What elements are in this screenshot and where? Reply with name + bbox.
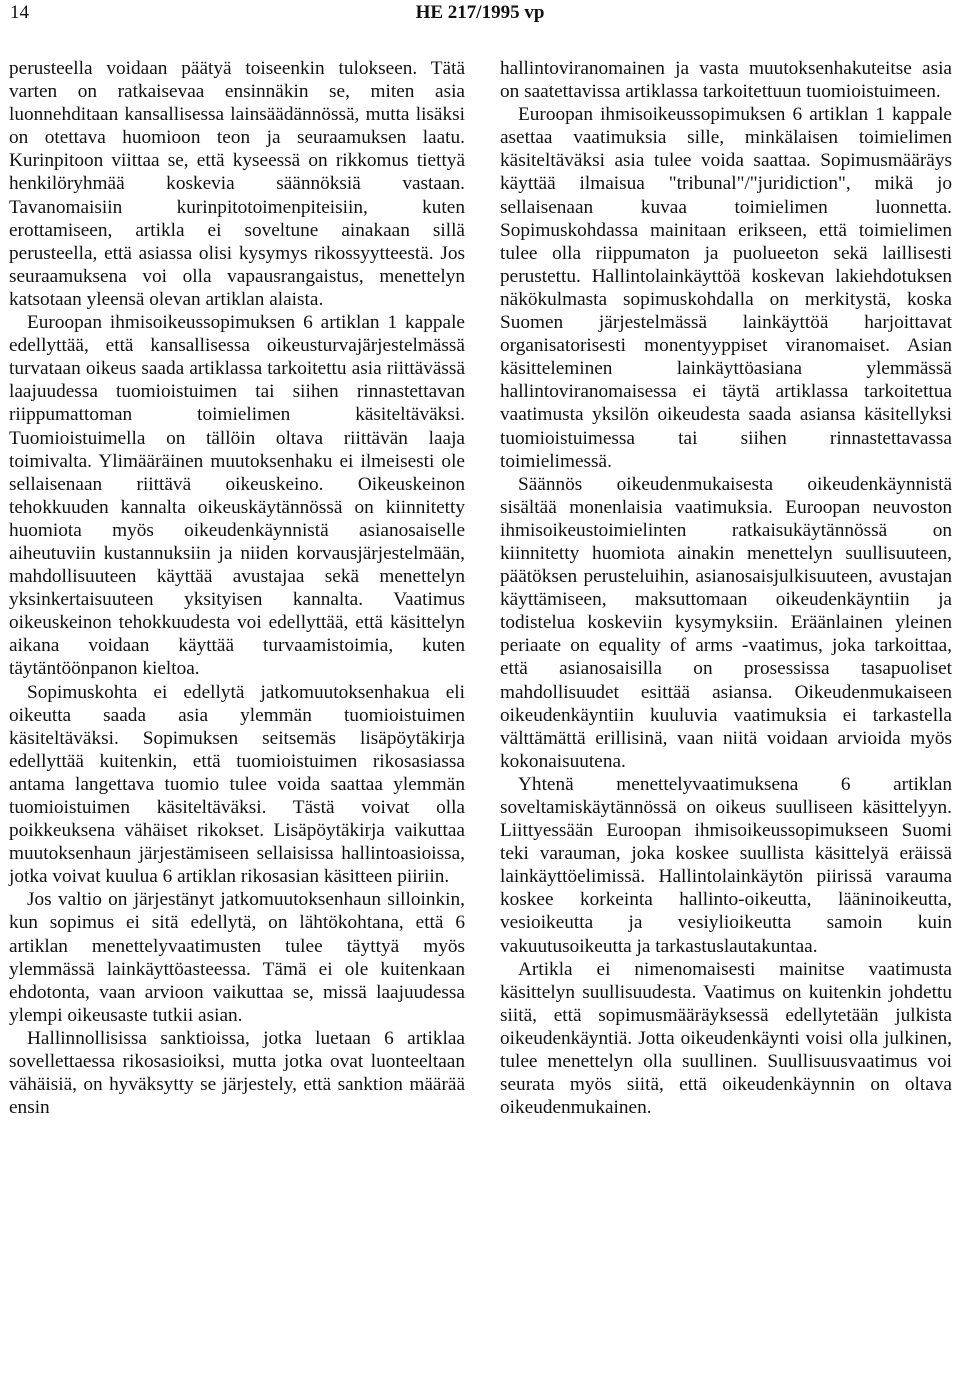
paragraph: Yhtenä menettelyvaatimuksena 6 artiklan soveltamiskäytännössä on oikeus suulliseen käsittelyyn. Liittyessään Euroopan ihmisoikeussopimukseen Suomi teki varauman, joka koskee suullista käsittelyä eräissä lainkäyttöelimissä. Hallintolainkäytön piirissä varauma koskee korkeinta hallinto-oikeutta, lääninoikeutta, vesioikeutta ja vesiylioikeutta samoin kuin vakuutusoikeutta ja tarkastuslautakuntaa.	[500, 773, 952, 957]
paragraph: hallintoviranomainen ja vasta muutoksenhakuteitse asia on saatettavissa artiklassa tarkoitettuun tuomioistuimeen.	[500, 58, 952, 103]
paragraph: Sopimuskohta ei edellytä jatkomuutoksenhakua eli oikeutta saada asia ylemmän tuomioistuimen käsiteltäväksi. Sopimuksen seitsemäs lisäpöytäkirja edellyttää kuitenkin, että tuomioistuimen rikosasiassa antama langettava tuomio tulee voida saattaa ylemmän tuomioistuimen käsiteltäväksi. Tästä voivat olla poikkeuksena vähäiset rikokset. Lisäpöytäkirja vaikuttaa muutoksenhaun järjestämiseen sellaisissa hallintoasioissa, jotka voivat kuulua 6 artiklan rikosasian käsitteen piiriin.	[9, 681, 465, 888]
paragraph: Artikla ei nimenomaisesti mainitse vaatimusta käsittelyn suullisuudesta. Vaatimus on kuitenkin johdettu siitä, että sopimusmääräyksessä edellytetään julkista oikeudenkäyntiä. Jotta oikeudenkäynti voisi olla julkinen, tulee menettelyn olla suullinen. Suullisuusvaatimus voi seurata myös siitä, että oikeudenkäynnin on oltava oikeudenmukainen.	[500, 958, 952, 1119]
document-id: HE 217/1995 vp	[415, 2, 545, 23]
paragraph: perusteella voidaan päätyä toiseenkin tulokseen. Tätä varten on ratkaisevaa ensinnäkin se, miten asia luonnehditaan kansallisessa lainsäädännössä, mutta lisäksi on otettava huomioon teon ja seuraamuksen laatu. Kurinpitoon viittaa se, että kyseessä on rikkomus tiettyä henkilöryhmää koskevia säännöksiä vastaan. Tavanomaisiin kurinpitotoimenpiteisiin, kuten erottamiseen, artikla ei soveltune ainakaan sillä perusteella, että asiassa olisi kysymys rikossyytteestä. Jos seuraamuksena voi olla vapausrangaistus, menettelyn katsotaan yleensä olevan artiklan alaista.	[9, 58, 465, 310]
paragraph: Euroopan ihmisoikeussopimuksen 6 artiklan 1 kappale edellyttää, että kansallisessa oikeusturvajärjestelmässä turvataan oikeus saada artiklassa tarkoitettu asia riittävässä laajuudessa tuomioistuimen tai siihen rinnastettavan riippumattoman toimielimen käsiteltäväksi. Tuomioistuimella on tällöin oltava riittävän laaja toimivalta. Ylimääräinen muutoksenhaku ei ilmeisesti ole sellaisenaan riittävä oikeuskeino. Oikeuskeinon tehokkuuden kannalta oikeuskäytännössä on kiinnitetty huomiota myös oikeudenkäynnistä asianosaiselle aiheutuviin kustannuksiin ja niiden korvausjärjestelmään, mahdollisuuteen käyttää avustajaa sekä menettelyn yksinkertaisuuteen yksityisen kannalta. Vaatimus oikeuskeinon tehokkuudesta voi edellyttää, että käsittelyn aikana voidaan käyttää turvaamistoimia, kuten täytäntöönpanon kieltoa.	[9, 312, 465, 680]
paragraph: Euroopan ihmisoikeussopimuksen 6 artiklan 1 kappale asettaa vaatimuksia sille, minkälaisen toimielimen käsiteltäväksi asia tulee voida saattaa. Sopimusmääräys käyttää ilmaisua "tribunal"/"juridiction", mikä jo sellaisenaan kuvaa toimielimen luonnetta. Sopimuskohdassa mainitaan erikseen, että toimielimen tulee olla riippumaton ja puolueeton sekä laillisesti perustettu. Hallintolainkäyttöä koskevan lakiehdotuksen näkökulmasta sopimuskohdalla on merkitystä, koska Suomen järjestelmässä lainkäyttöä harjoittavat organisatorisesti monentyyppiset viranomaiset. Asian käsitteleminen lainkäyttöasiana ylemmässä hallintoviranomaisessa ei täytä artiklassa tarkoitettua vaatimusta yksilön oikeudesta saada asiansa käsitellyksi tuomioistuimessa tai siihen rinnastettavassa toimielimessä.	[500, 104, 952, 472]
paragraph: Säännös oikeudenmukaisesta oikeudenkäynnistä sisältää monenlaisia vaatimuksia. Euroopan neuvoston ihmisoikeustoimielinten ratkaisukäytännössä on kiinnitetty huomiota ainakin menettelyn suullisuuteen, päätöksen perusteluihin, asianosaisjulkisuuteen, avustajan käyttämiseen, maksuttomaan oikeudenkäyntiin ja todistelua koskeviin kysymyksiin. Eräänlainen yleinen periaate on equality of arms -vaatimus, joka tarkoittaa, että asianosaisilla on prosessissa tasapuoliset mahdollisuudet esittää asiansa. Oikeudenmukaiseen oikeudenkäyntiin kuuluvia vaatimuksia ei tarkastella välttämättä erillisinä, vaan niitä voidaan arvioida myös kokonaisuutena.	[500, 473, 952, 772]
left-column	[9, 57, 465, 1119]
page-header	[10, 0, 950, 36]
page-number: 14	[10, 2, 29, 23]
right-column	[500, 57, 952, 1119]
paragraph: Jos valtio on järjestänyt jatkomuutoksenhaun silloinkin, kun sopimus ei sitä edellytä, on lähtökohtana, että 6 artiklan menettelyvaatimusten tulee täyttyä myös ylemmässä lainkäyttöasteessa. Tämä ei ole kuitenkaan ehdotonta, vaan arvioon vaikuttaa se, missä laajuudessa ylempi oikeusaste tutkii asian.	[9, 889, 465, 1026]
paragraph: Hallinnollisissa sanktioissa, jotka luetaan 6 artiklaa sovellettaessa rikosasioiksi, mutta jotka ovat luonteeltaan vähäisiä, on hyväksytty se järjestely, että sanktion määrää ensin	[9, 1027, 465, 1119]
